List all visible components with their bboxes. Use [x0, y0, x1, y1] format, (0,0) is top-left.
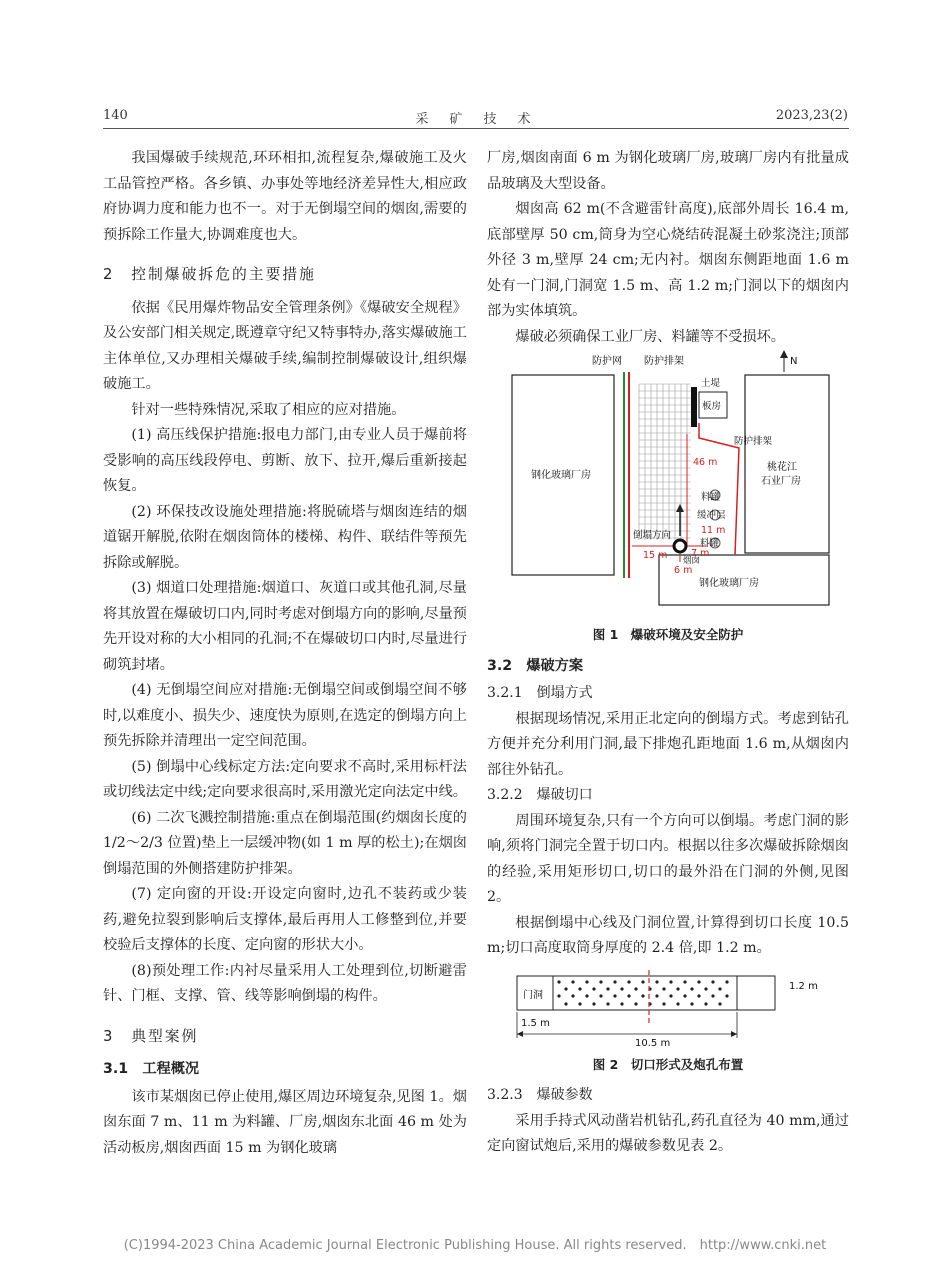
label-north: N: [790, 356, 798, 367]
blast-hole: [557, 994, 560, 997]
blast-hole: [606, 1002, 609, 1005]
blast-hole: [564, 1002, 567, 1005]
chimney-icon: [674, 540, 686, 552]
label-board: 板房: [702, 401, 722, 412]
label-peach-2: 石业厂房: [761, 476, 801, 487]
figure-1-site-diagram: [487, 350, 849, 618]
blast-hole: [606, 987, 609, 990]
blast-hole: [641, 980, 644, 983]
blast-hole: [634, 1002, 637, 1005]
subsubsection-heading: 3.2.2 爆破切口: [487, 787, 593, 803]
blast-hole: [627, 994, 630, 997]
blast-hole: [655, 994, 658, 997]
blast-hole: [599, 980, 602, 983]
figure-1-caption: 图 1 爆破环境及安全防护: [592, 627, 744, 642]
figure-2-cut-diagram: [487, 968, 849, 1048]
paragraph: 我国爆破手续规范,环环相扣,流程复杂,爆破施工及火工品管控严格。各乡镇、办事处等地经济差异性大,相应政府协调力度和能力也不一。对于无倒塌空间的烟囱,需要的预拆除工作量大,协调难度也大。: [103, 150, 467, 243]
paragraph: 周围环境复杂,只有一个方向可以倒塌。考虑门洞的影响,须将门洞完全置于切口内。根据以往多次爆破拆除烟囱的经验,采用矩形切口,切口的最外沿在门洞的外侧,见图 2。: [487, 812, 849, 905]
blast-hole: [711, 980, 714, 983]
label-6m: 6 m: [674, 565, 693, 576]
page-number: 140: [103, 108, 128, 123]
label-46m: 46 m: [693, 457, 718, 468]
header-rule: [103, 128, 849, 129]
blast-hole: [725, 994, 728, 997]
label-11m: 11 m: [701, 525, 726, 536]
paragraph: 采用手持式风动凿岩机钻孔,药孔直径为 40 mm,通过定向窗试炮后,采用的爆破参数见表 2。: [487, 1112, 849, 1154]
blast-hole: [669, 980, 672, 983]
dim-arrow-icon: [731, 1031, 737, 1037]
label-steel-bottom: 钢化玻璃厂房: [699, 578, 759, 589]
blast-hole: [725, 980, 728, 983]
blast-hole: [585, 994, 588, 997]
fall-direction-arrowhead-icon: [676, 504, 684, 512]
blast-hole: [662, 987, 665, 990]
subsubsection-heading: 3.2.1 倒塌方式: [487, 685, 593, 701]
paragraph: 烟囱高 62 m(不含避雷针高度),底部外周长 16.4 m,底部壁厚 50 cm,筒身为空心烧结砖混凝土砂浆浇注;顶部外径 3 m,壁厚 24 cm;无内衬。烟囱东侧距地面 1.6 m 处有一门洞,门洞宽 1.5 m、高 1.2 m;门洞以下的烟囱内部为实体填筑。: [487, 201, 849, 319]
figure-2-caption: 图 2 切口形式及炮孔布置: [592, 1056, 744, 1072]
right-column: [487, 146, 849, 1160]
issue-info: 2023,23(2): [775, 108, 848, 123]
blast-hole: [718, 987, 721, 990]
blast-hole: [613, 980, 616, 983]
measure-item: (7) 定向窗的开设:开设定向窗时,边孔不装药或少装药,避免拉裂到影响后支撑体,最后再用人工修整到位,并要校验后支撑体的长度、定向窗的形状大小。: [103, 886, 467, 953]
blast-hole: [564, 987, 567, 990]
label-direction: 倒塌方向: [633, 530, 672, 541]
paragraph: 该市某烟囱已停止使用,爆区周边环境复杂,见图 1。烟囱东面 7 m、11 m 为料罐、厂房,烟囱东北面 46 m 处为活动板房,烟囱西面 15 m 为钢化玻璃: [103, 1088, 467, 1156]
blast-hole: [599, 994, 602, 997]
blast-hole: [697, 994, 700, 997]
blast-hole: [578, 1002, 581, 1005]
blast-hole: [571, 994, 574, 997]
blast-hole: [585, 980, 588, 983]
paragraph: 根据现场情况,采用正北定向的倒塌方式。考虑到钻孔方便并充分利用门洞,最下排炮孔距地面 1.6 m,从烟囱内部往外钻孔。: [487, 710, 849, 778]
blast-hole: [676, 1002, 679, 1005]
measure-item: (6) 二次飞溅控制措施:重点在倒塌范围(约烟囱长度的 1/2～2/3 位置)垫上一层缓冲物(如 1 m 厚的松土);在烟囱倒塌范围的外侧搭建防护排架。: [103, 809, 467, 877]
label-mound: 土堤: [701, 378, 721, 389]
label-1-5m: 1.5 m: [521, 1017, 550, 1029]
label-10-5m: 10.5 m: [635, 1037, 671, 1048]
label-tank-2: 料罐: [700, 538, 720, 549]
measure-item: (8)预处理工作:内衬尽量采用人工处理到位,切断避雷针、门框、支撑、管、线等影响倒塌的构件。: [103, 962, 467, 1004]
label-net: 防护网: [592, 356, 622, 367]
label-15m: 15 m: [643, 550, 668, 561]
blast-hole: [627, 980, 630, 983]
mound-wall: [691, 387, 697, 427]
blast-hole: [697, 980, 700, 983]
blast-hole: [683, 980, 686, 983]
paragraph: 依据《民用爆炸物品安全管理条例》《爆破安全规程》及公安部门相关规定,既遵章守纪又特事特办,落实爆破施工主体单位,又办理相关爆破手续,编制控制爆破设计,组织爆破施工。: [103, 299, 467, 392]
blast-hole: [592, 1002, 595, 1005]
blast-hole: [557, 980, 560, 983]
buffer-grid: [639, 384, 691, 540]
blast-hole: [718, 1002, 721, 1005]
blast-hole: [704, 987, 707, 990]
paragraph: 根据倒塌中心线及门洞位置,计算得到切口长度 10.5 m;切口高度取筒身厚度的 2.4 倍,即 1.2 m。: [487, 914, 849, 956]
blast-hole: [704, 1002, 707, 1005]
blast-hole: [711, 994, 714, 997]
paragraph: 针对一些特殊情况,采取了相应的应对措施。: [131, 401, 406, 418]
blast-hole: [592, 987, 595, 990]
label-buffer: 缓冲层: [697, 510, 726, 521]
blast-hole: [683, 994, 686, 997]
blast-hole: [690, 1002, 693, 1005]
blast-hole: [620, 1002, 623, 1005]
label-rack-top: 防护排架: [644, 356, 684, 367]
measure-item: (1) 高压线保护措施:报电力部门,由专业人员于爆前将受影响的高压线段停电、剪断、放下、拉开,爆后重新接起恢复。: [103, 427, 467, 494]
subsection-heading: 3.2 爆破方案: [487, 657, 584, 674]
blast-hole: [634, 987, 637, 990]
paragraph: 爆破必须确保工业厂房、料罐等不受损坏。: [515, 328, 785, 345]
blast-hole: [676, 987, 679, 990]
cut-outline: [517, 976, 775, 1010]
blast-hole: [662, 1002, 665, 1005]
left-column: [103, 146, 467, 1161]
label-steel-left: 钢化玻璃厂房: [531, 470, 591, 481]
blast-hole: [669, 994, 672, 997]
subsubsection-heading: 3.2.3 爆破参数: [487, 1087, 593, 1103]
label-door: 门洞: [523, 989, 543, 1001]
label-chimney: 烟囱: [683, 556, 701, 566]
section-heading: 3 典型案例: [103, 1027, 199, 1045]
blast-hole: [690, 987, 693, 990]
label-1-2m: 1.2 m: [789, 980, 818, 992]
label-peach-1: 桃花江: [767, 462, 797, 473]
subsection-heading: 3.1 工程概况: [103, 1061, 200, 1077]
blast-hole: [620, 987, 623, 990]
label-rack-right: 防护排架: [734, 436, 773, 447]
section-heading: 2 控制爆破拆危的主要措施: [103, 266, 316, 283]
blast-hole: [613, 994, 616, 997]
label-tank-1: 料罐: [701, 492, 721, 503]
blast-hole: [641, 994, 644, 997]
measure-item: (4) 无倒塌空间应对措施:无倒塌空间或倒塌空间不够时,以难度小、损失少、速度快为原则,在选定的倒塌方向上预先拆除并清理出一定空间范围。: [103, 682, 467, 749]
north-arrow-head-icon: [780, 350, 788, 358]
copyright-footer: (C)1994-2023 China Academic Journal Electronic Publishing House. All rights reserved. http://www.cnki.net: [123, 1238, 827, 1253]
measure-item: (3) 烟道口处理措施:烟道口、灰道口或其他孔洞,尽量将其放置在爆破切口内,同时考虑对倒塌方向的影响,尽量预先开设对称的大小相同的孔洞;不在爆破切口内时,尽量进行砌筑封堵。: [103, 580, 467, 673]
journal-name: 采 矿 技 术: [415, 112, 535, 127]
dim-arrow-icon: [517, 1031, 523, 1037]
blast-hole: [578, 987, 581, 990]
blast-hole: [655, 980, 658, 983]
measure-item: (2) 环保技改设施处理措施:将脱硫塔与烟囱连结的烟道锯开解脱,依附在烟囱筒体的楼梯、构件、联结件等预先拆除或解脱。: [103, 503, 467, 571]
blast-hole: [571, 980, 574, 983]
measure-item: (5) 倒塌中心线标定方法:定向要求不高时,采用标杆法或切线法定中线;定向要求很高时,采用激光定向法定中线。: [103, 758, 467, 800]
paragraph: 厂房,烟囱南面 6 m 为钢化玻璃厂房,玻璃厂房内有批量成品玻璃及大型设备。: [487, 150, 849, 192]
label-7m: 7 m: [691, 548, 710, 559]
